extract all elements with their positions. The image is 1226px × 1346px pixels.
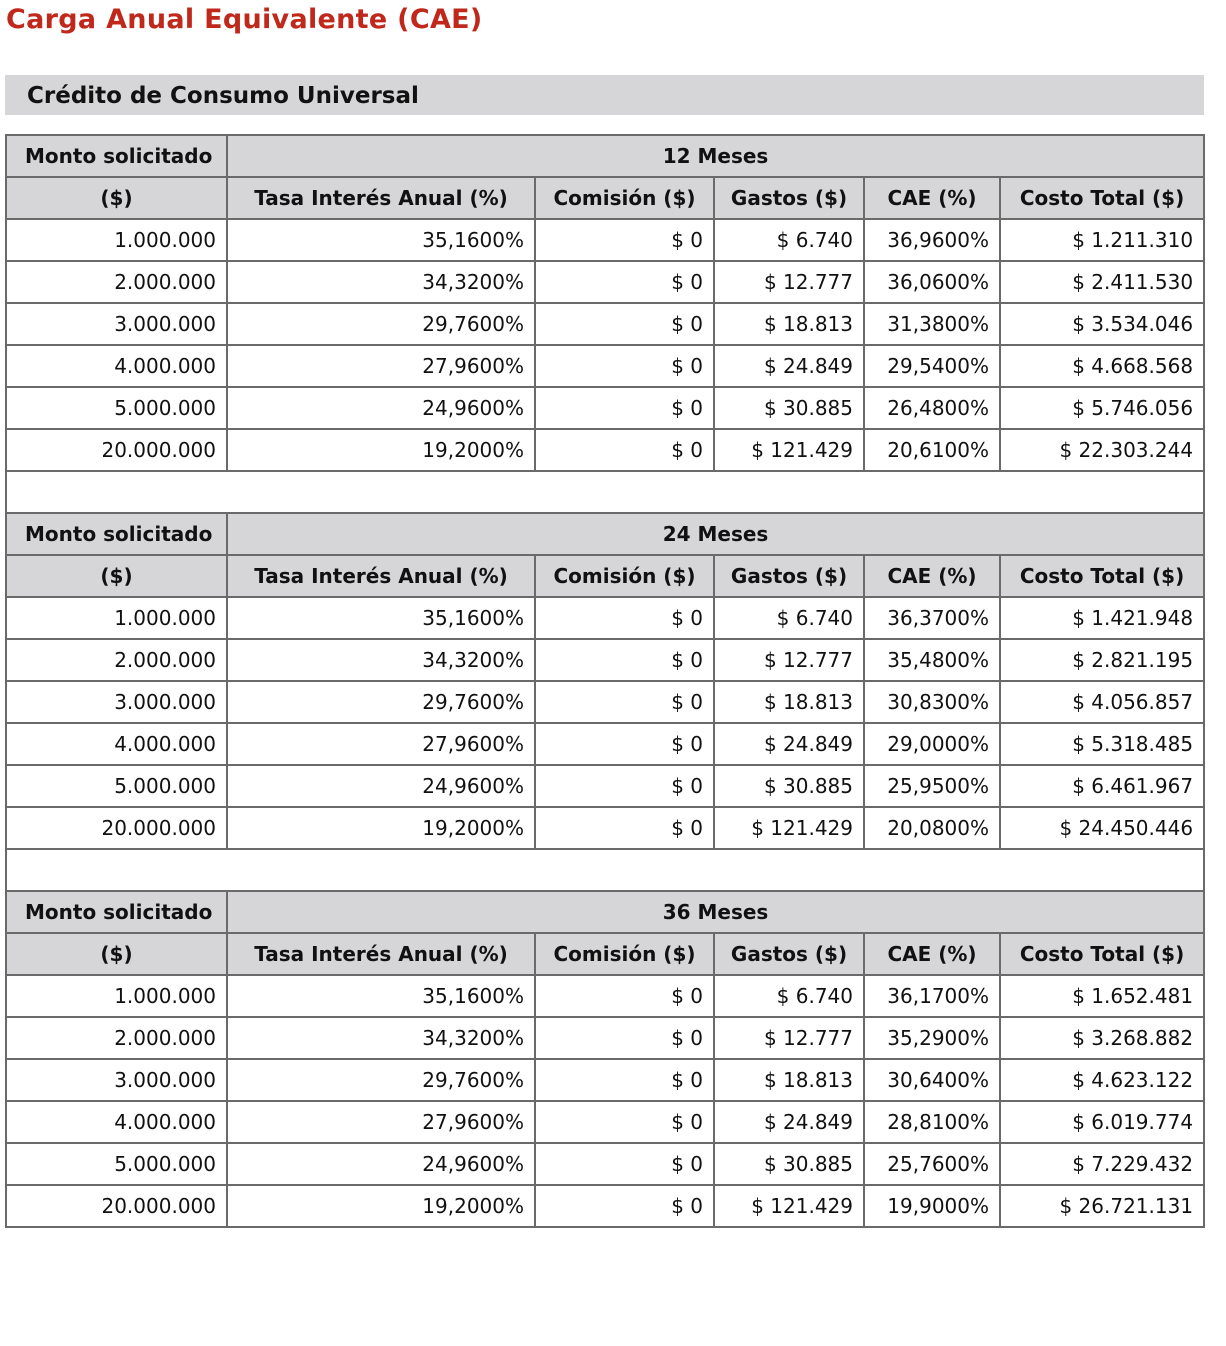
table-row	[6, 1143, 1204, 1185]
gastos-header: Gastos ($)	[714, 555, 864, 597]
monto-solicitado-header: Monto solicitado	[6, 513, 227, 555]
term-header-row	[6, 891, 1204, 933]
gastos-cell: $ 30.885	[714, 765, 864, 807]
column-header-row	[6, 933, 1204, 975]
costo-total-cell: $ 7.229.432	[1000, 1143, 1204, 1185]
monto-cell: 4.000.000	[6, 345, 227, 387]
table-row	[6, 765, 1204, 807]
tasa-interes-cell: 35,1600%	[227, 597, 535, 639]
cae-cell: 20,0800%	[864, 807, 1000, 849]
comision-cell: $ 0	[535, 219, 714, 261]
monto-cell: 20.000.000	[6, 807, 227, 849]
comision-header: Comisión ($)	[535, 177, 714, 219]
cae-header: CAE (%)	[864, 177, 1000, 219]
comision-cell: $ 0	[535, 765, 714, 807]
table-row	[6, 639, 1204, 681]
gastos-cell: $ 6.740	[714, 219, 864, 261]
table-row	[6, 387, 1204, 429]
monto-cell: 3.000.000	[6, 681, 227, 723]
tasa-interes-cell: 24,9600%	[227, 1143, 535, 1185]
tasa-interes-cell: 29,7600%	[227, 1059, 535, 1101]
costo-total-cell: $ 1.211.310	[1000, 219, 1204, 261]
tasa-interes-cell: 27,9600%	[227, 723, 535, 765]
gastos-cell: $ 30.885	[714, 387, 864, 429]
tasa-interes-cell: 19,2000%	[227, 807, 535, 849]
table-row	[6, 219, 1204, 261]
costo-total-cell: $ 2.411.530	[1000, 261, 1204, 303]
term-header-row	[6, 513, 1204, 555]
monto-cell: 1.000.000	[6, 975, 227, 1017]
table-row	[6, 1185, 1204, 1227]
table-row	[6, 807, 1204, 849]
tasa-interes-cell: 29,7600%	[227, 303, 535, 345]
tasa-interes-cell: 35,1600%	[227, 219, 535, 261]
monto-cell: 1.000.000	[6, 597, 227, 639]
table-row	[6, 345, 1204, 387]
term-header: 12 Meses	[227, 135, 1204, 177]
gastos-cell: $ 6.740	[714, 975, 864, 1017]
comision-cell: $ 0	[535, 429, 714, 471]
comision-cell: $ 0	[535, 1101, 714, 1143]
gastos-cell: $ 30.885	[714, 1143, 864, 1185]
monto-cell: 20.000.000	[6, 429, 227, 471]
cae-cell: 36,3700%	[864, 597, 1000, 639]
cae-cell: 29,5400%	[864, 345, 1000, 387]
monto-solicitado-header: Monto solicitado	[6, 135, 227, 177]
comision-cell: $ 0	[535, 723, 714, 765]
costo-total-cell: $ 3.268.882	[1000, 1017, 1204, 1059]
monto-cell: 3.000.000	[6, 303, 227, 345]
page-title: Carga Anual Equivalente (CAE)	[6, 4, 483, 35]
cae-cell: 36,1700%	[864, 975, 1000, 1017]
comision-header: Comisión ($)	[535, 555, 714, 597]
monto-cell: 5.000.000	[6, 1143, 227, 1185]
tasa-interes-cell: 27,9600%	[227, 345, 535, 387]
monto-cell: 5.000.000	[6, 387, 227, 429]
cae-cell: 29,0000%	[864, 723, 1000, 765]
cae-cell: 28,8100%	[864, 1101, 1000, 1143]
table-row	[6, 429, 1204, 471]
tasa-interes-cell: 29,7600%	[227, 681, 535, 723]
tasa-interes-header: Tasa Interés Anual (%)	[227, 933, 535, 975]
monto-cell: 2.000.000	[6, 639, 227, 681]
spacer-row	[6, 849, 1204, 891]
tasa-interes-cell: 27,9600%	[227, 1101, 535, 1143]
costo-total-cell: $ 6.019.774	[1000, 1101, 1204, 1143]
table-row	[6, 1101, 1204, 1143]
monto-cell: 1.000.000	[6, 219, 227, 261]
monto-cell: 20.000.000	[6, 1185, 227, 1227]
comision-cell: $ 0	[535, 303, 714, 345]
costo-total-cell: $ 4.623.122	[1000, 1059, 1204, 1101]
cae-cell: 35,4800%	[864, 639, 1000, 681]
cae-cell: 35,2900%	[864, 1017, 1000, 1059]
costo-total-cell: $ 26.721.131	[1000, 1185, 1204, 1227]
monto-solicitado-header: Monto solicitado	[6, 891, 227, 933]
gastos-cell: $ 12.777	[714, 261, 864, 303]
costo-total-cell: $ 4.668.568	[1000, 345, 1204, 387]
tasa-interes-cell: 34,3200%	[227, 261, 535, 303]
tasa-interes-header: Tasa Interés Anual (%)	[227, 555, 535, 597]
monto-unit-header: ($)	[6, 933, 227, 975]
tasa-interes-cell: 35,1600%	[227, 975, 535, 1017]
gastos-cell: $ 24.849	[714, 723, 864, 765]
comision-header: Comisión ($)	[535, 933, 714, 975]
monto-cell: 2.000.000	[6, 261, 227, 303]
term-header: 24 Meses	[227, 513, 1204, 555]
cae-cell: 26,4800%	[864, 387, 1000, 429]
monto-cell: 5.000.000	[6, 765, 227, 807]
gastos-cell: $ 6.740	[714, 597, 864, 639]
gastos-cell: $ 24.849	[714, 345, 864, 387]
tasa-interes-cell: 34,3200%	[227, 1017, 535, 1059]
cae-header: CAE (%)	[864, 555, 1000, 597]
gastos-cell: $ 18.813	[714, 1059, 864, 1101]
costo-total-cell: $ 5.318.485	[1000, 723, 1204, 765]
cae-cell: 36,0600%	[864, 261, 1000, 303]
monto-cell: 2.000.000	[6, 1017, 227, 1059]
comision-cell: $ 0	[535, 1185, 714, 1227]
spacer-cell	[6, 849, 1204, 891]
cae-cell: 25,7600%	[864, 1143, 1000, 1185]
table-row	[6, 597, 1204, 639]
section-title: Crédito de Consumo Universal	[5, 75, 1204, 115]
gastos-header: Gastos ($)	[714, 933, 864, 975]
costo-total-cell: $ 2.821.195	[1000, 639, 1204, 681]
comision-cell: $ 0	[535, 807, 714, 849]
gastos-cell: $ 18.813	[714, 681, 864, 723]
cae-cell: 31,3800%	[864, 303, 1000, 345]
costo-total-cell: $ 22.303.244	[1000, 429, 1204, 471]
gastos-cell: $ 121.429	[714, 1185, 864, 1227]
gastos-cell: $ 12.777	[714, 1017, 864, 1059]
cae-cell: 19,9000%	[864, 1185, 1000, 1227]
table-row	[6, 975, 1204, 1017]
comision-cell: $ 0	[535, 261, 714, 303]
tasa-interes-cell: 19,2000%	[227, 429, 535, 471]
spacer-row	[6, 471, 1204, 513]
term-header: 36 Meses	[227, 891, 1204, 933]
cae-table-body	[6, 135, 1204, 1227]
gastos-header: Gastos ($)	[714, 177, 864, 219]
costo-total-cell: $ 3.534.046	[1000, 303, 1204, 345]
comision-cell: $ 0	[535, 639, 714, 681]
costo-total-header: Costo Total ($)	[1000, 555, 1204, 597]
spacer-cell	[6, 471, 1204, 513]
comision-cell: $ 0	[535, 597, 714, 639]
term-header-row	[6, 135, 1204, 177]
tasa-interes-header: Tasa Interés Anual (%)	[227, 177, 535, 219]
comision-cell: $ 0	[535, 1143, 714, 1185]
monto-cell: 4.000.000	[6, 1101, 227, 1143]
table-row	[6, 261, 1204, 303]
cae-cell: 30,8300%	[864, 681, 1000, 723]
tasa-interes-cell: 34,3200%	[227, 639, 535, 681]
table-row	[6, 723, 1204, 765]
table-row	[6, 1017, 1204, 1059]
costo-total-cell: $ 1.652.481	[1000, 975, 1204, 1017]
column-header-row	[6, 177, 1204, 219]
tasa-interes-cell: 24,9600%	[227, 387, 535, 429]
costo-total-cell: $ 5.746.056	[1000, 387, 1204, 429]
costo-total-cell: $ 6.461.967	[1000, 765, 1204, 807]
cae-cell: 36,9600%	[864, 219, 1000, 261]
gastos-cell: $ 121.429	[714, 429, 864, 471]
comision-cell: $ 0	[535, 387, 714, 429]
comision-cell: $ 0	[535, 681, 714, 723]
table-row	[6, 303, 1204, 345]
monto-cell: 4.000.000	[6, 723, 227, 765]
column-header-row	[6, 555, 1204, 597]
costo-total-header: Costo Total ($)	[1000, 933, 1204, 975]
cae-cell: 25,9500%	[864, 765, 1000, 807]
costo-total-cell: $ 1.421.948	[1000, 597, 1204, 639]
gastos-cell: $ 24.849	[714, 1101, 864, 1143]
costo-total-cell: $ 24.450.446	[1000, 807, 1204, 849]
comision-cell: $ 0	[535, 1017, 714, 1059]
comision-cell: $ 0	[535, 975, 714, 1017]
monto-unit-header: ($)	[6, 177, 227, 219]
costo-total-cell: $ 4.056.857	[1000, 681, 1204, 723]
cae-table	[5, 134, 1205, 1228]
cae-header: CAE (%)	[864, 933, 1000, 975]
table-row	[6, 681, 1204, 723]
monto-unit-header: ($)	[6, 555, 227, 597]
comision-cell: $ 0	[535, 345, 714, 387]
gastos-cell: $ 121.429	[714, 807, 864, 849]
comision-cell: $ 0	[535, 1059, 714, 1101]
gastos-cell: $ 18.813	[714, 303, 864, 345]
table-row	[6, 1059, 1204, 1101]
cae-cell: 30,6400%	[864, 1059, 1000, 1101]
monto-cell: 3.000.000	[6, 1059, 227, 1101]
tasa-interes-cell: 24,9600%	[227, 765, 535, 807]
tasa-interes-cell: 19,2000%	[227, 1185, 535, 1227]
costo-total-header: Costo Total ($)	[1000, 177, 1204, 219]
cae-cell: 20,6100%	[864, 429, 1000, 471]
gastos-cell: $ 12.777	[714, 639, 864, 681]
